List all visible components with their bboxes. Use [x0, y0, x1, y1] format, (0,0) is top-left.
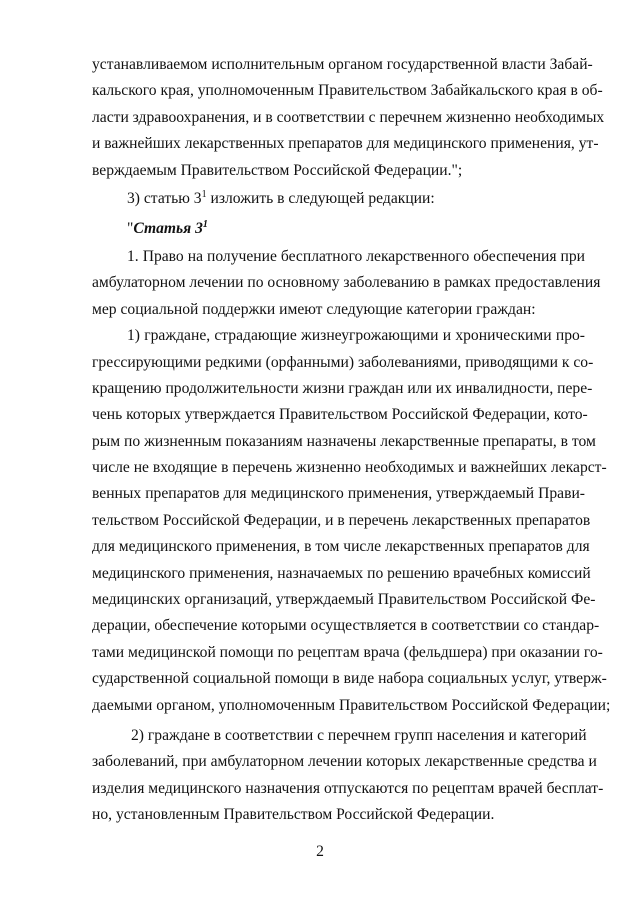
text-line: мер социальной поддержки имеют следующие категории граждан: — [92, 300, 536, 318]
article-heading — [92, 214, 585, 244]
text-line: тами медицинской помощи по рецептам врача (фельдшера) при оказании го- — [92, 643, 603, 661]
list-item-2 — [92, 723, 604, 829]
text-line: грессирующими редкими (орфанными) заболеваниями, приводящими к со- — [92, 353, 594, 371]
text-line: устанавливаемом исполнительным органом государственной власти Забай- — [92, 56, 593, 73]
text-line: сударственной социальной помощи в виде набора социальных услуг, утверж- — [92, 670, 607, 688]
text-line: медицинского применения, назначаемых по решению врачебных комиссий — [92, 564, 591, 582]
text-line: ласти здравоохранения, и в соответствии с перечнем жизненно необходимых — [92, 108, 605, 126]
text-line: кращению продолжительности жизни граждан или их инвалидности, пере- — [92, 379, 593, 397]
text-line: 1. Право на получение бесплатного лекарственного обеспечения при — [127, 247, 585, 265]
text-line: медицинских организаций, утверждаемый Правительством Российской Фе- — [92, 591, 596, 609]
amendment-clause — [92, 184, 585, 214]
text-line: тельством Российской Федерации, и в перечень лекарственных препаратов — [92, 511, 591, 529]
document-page — [92, 52, 611, 829]
text-line: изделия медицинского назначения отпускаются по рецептам врачей бесплат- — [92, 779, 604, 797]
intro-paragraph — [92, 52, 605, 184]
text-line: верждаемым Правительством Российской Федерации."; — [92, 161, 463, 179]
list-item-1 — [92, 323, 611, 719]
text-line: числе не входящие в перечень жизненно необходимых и важнейших лекарст- — [92, 459, 607, 477]
text-line: рым по жизненным показаниям назначены лекарственные препараты, в том — [92, 432, 596, 450]
page-number: 2 — [316, 843, 324, 860]
article-title: Статья 3 — [133, 219, 203, 237]
text-line: дерации, обеспечение которыми осуществляется в соответствии со стандар- — [92, 617, 600, 635]
text-line: 2) граждане в соответствии с перечнем групп населения и категорий — [131, 726, 587, 744]
text-line: для медицинского применения, в том числе лекарственных препаратов для — [92, 538, 590, 556]
amendment-suffix: изложить в следующей редакции: — [206, 189, 435, 207]
amendment-prefix: 3) статью 3 — [127, 189, 202, 207]
text-line: кальского края, уполномоченным Правительством Забайкальского края в об- — [92, 82, 603, 100]
text-line: но, установленным Правительством Российской Федерации. — [92, 806, 495, 824]
article-quote: " — [127, 219, 134, 237]
amendment-superscript: 1 — [201, 188, 207, 200]
text-line: амбулаторном лечении по основному заболеванию в рамках предоставления — [92, 274, 601, 292]
paragraph-1 — [92, 244, 601, 323]
text-line: чень которых утверждается Правительством Российской Федерации, кото- — [92, 406, 588, 424]
text-line: венных препаратов для медицинского применения, утверждаемый Прави- — [92, 485, 585, 503]
text-line: даемыми органом, уполномоченным Правительством Российской Федерации; — [92, 696, 611, 714]
text-line: заболеваний, при амбулаторном лечении которых лекарственные средства и — [92, 753, 597, 771]
text-line: и важнейших лекарственных препаратов для медицинского применения, ут- — [92, 135, 599, 153]
article-superscript: 1 — [202, 218, 208, 230]
text-line: 1) граждане, страдающие жизнеугрожающими и хроническими про- — [127, 327, 585, 345]
